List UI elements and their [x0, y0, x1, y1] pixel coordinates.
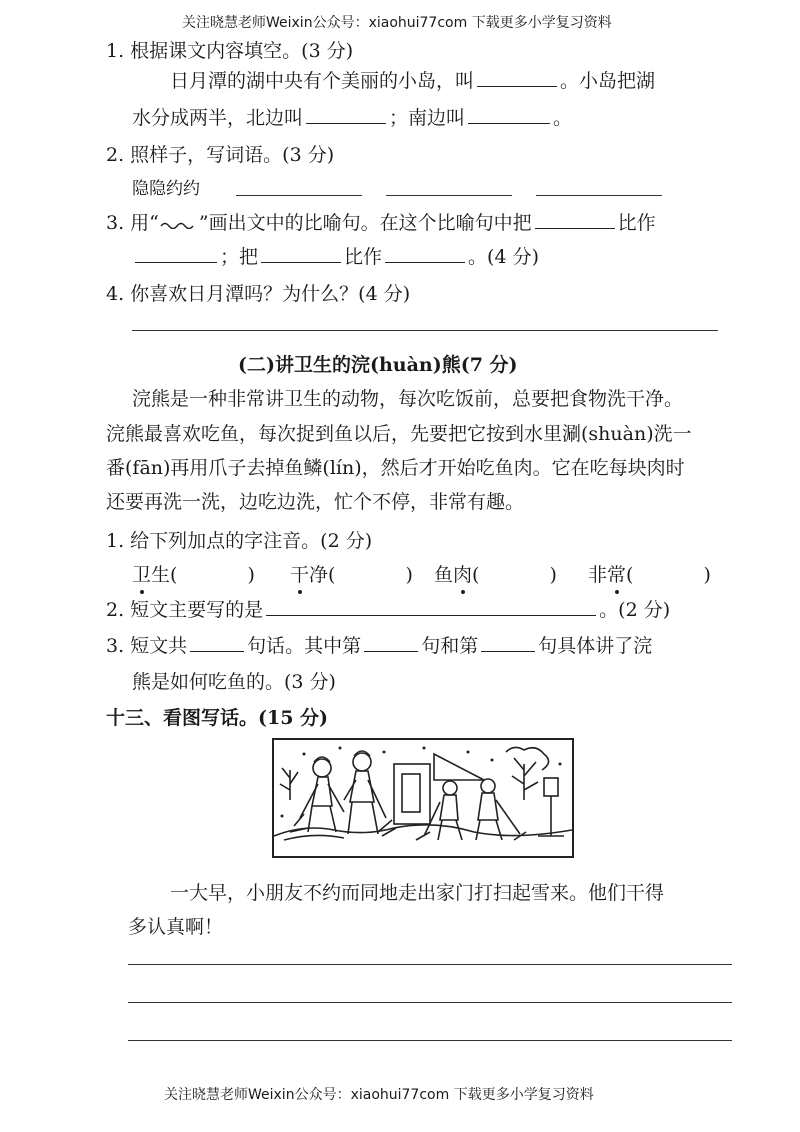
word-text: 净( — [309, 564, 336, 586]
answer-line[interactable] — [386, 195, 512, 196]
section-3-title: 十三、看图写话。(15 分) — [106, 707, 329, 729]
word-text: 生( — [151, 564, 178, 586]
answer-line[interactable] — [236, 195, 362, 196]
q3-text: 。(4 分) — [468, 246, 539, 268]
writing-line[interactable] — [128, 1002, 732, 1003]
pinyin-item — [290, 562, 413, 588]
question-4-label: 4. 你喜欢日月潭吗？为什么？(4 分) — [106, 283, 411, 305]
q3-text: ；把 — [220, 246, 259, 268]
answer-blank[interactable] — [190, 633, 244, 652]
section-2-question-2 — [106, 597, 670, 623]
header-watermark: 关注晓慧老师Weixin公众号：xiaohui77com 下载更多小学复习资料 — [182, 15, 612, 31]
passage-line: 浣熊是一种非常讲卫生的动物，每次吃饭前，总要把食物洗干净。 — [132, 388, 684, 410]
dotted-char: 干 — [290, 564, 310, 586]
q3-text: ”画出文中的比喻句。在这个比喻句中把 — [198, 212, 532, 234]
q1-text: ；南边叫 — [389, 107, 466, 129]
passage-line: 还要再洗一洗，边吃边洗，忙个不停，非常有趣。 — [106, 491, 525, 513]
question-2-example: 隐隐约约 — [132, 179, 200, 199]
answer-blank[interactable] — [481, 633, 535, 652]
answer-blank[interactable] — [535, 210, 615, 229]
q1-text: 水分成两半，北边叫 — [132, 107, 304, 129]
q3-text: 3. 短文共 — [106, 635, 188, 657]
q1-text: 。 — [553, 107, 573, 129]
question-3-line-1 — [106, 210, 656, 236]
answer-blank[interactable] — [261, 244, 341, 263]
passage-line: 浣熊最喜欢吃鱼，每次捉到鱼以后，先要把它按到水里涮(shuàn)洗一 — [106, 423, 692, 445]
section-2-title: (二)讲卫生的浣(huàn)熊(7 分) — [238, 354, 518, 376]
paren-close: ) — [703, 564, 711, 586]
wavy-underline-icon — [159, 219, 199, 229]
dotted-char: 常 — [607, 564, 627, 586]
answer-blank[interactable] — [306, 105, 386, 124]
q2-text: 。(2 分) — [599, 599, 671, 621]
word-text: 鱼 — [434, 564, 454, 586]
children-sweeping-snow-illustration — [274, 740, 572, 856]
q3-text: 句话。其中第 — [247, 635, 362, 657]
writing-prompt-line-1: 一大早，小朋友不约而同地走出家门打扫起雪来。他们干得 — [170, 882, 665, 904]
pinyin-item — [588, 562, 711, 588]
question-2-label: 2. 照样子，写词语。(3 分) — [106, 144, 335, 166]
answer-blank[interactable] — [468, 105, 550, 124]
question-3-line-2 — [132, 244, 539, 270]
section-2-question-3-line-2: 熊是如何吃鱼的。(3 分) — [132, 671, 336, 693]
q3-text: 句和第 — [421, 635, 479, 657]
writing-line[interactable] — [128, 1040, 732, 1041]
q2-text: 2. 短文主要写的是 — [106, 599, 264, 621]
pinyin-item — [132, 562, 255, 588]
q1-text: 日月潭的湖中央有个美丽的小岛，叫 — [170, 70, 475, 92]
answer-blank[interactable] — [364, 633, 418, 652]
section-2-question-1-label: 1. 给下列加点的字注音。(2 分) — [106, 530, 373, 552]
section-2-question-3-line-1 — [106, 633, 652, 659]
dotted-char: 卫 — [132, 564, 152, 586]
q1-text: 。小岛把湖 — [560, 70, 656, 92]
question-1-line-1 — [170, 68, 655, 94]
q3-text: 3. 用“ — [106, 212, 159, 234]
q3-text: 比作 — [617, 212, 656, 234]
q3-text: 句具体讲了浣 — [538, 635, 653, 657]
answer-line[interactable] — [536, 195, 662, 196]
pinyin-item — [434, 562, 557, 588]
q3-text: 比作 — [344, 246, 383, 268]
word-text: 非 — [588, 564, 608, 586]
answer-line[interactable] — [132, 330, 718, 331]
paren-close: ) — [247, 564, 255, 586]
passage-line: 番(fān)再用爪子去掉鱼鳞(lín)，然后才开始吃鱼肉。它在吃每块肉时 — [106, 457, 685, 479]
writing-line[interactable] — [128, 964, 732, 965]
dotted-char: 肉 — [453, 564, 473, 586]
snow-sweeping-picture — [272, 738, 574, 858]
word-text: ( — [472, 564, 480, 586]
question-1-line-2 — [132, 105, 572, 131]
answer-blank[interactable] — [135, 244, 217, 263]
answer-blank[interactable] — [477, 68, 557, 87]
word-text: ( — [626, 564, 634, 586]
footer-watermark: 关注晓慧老师Weixin公众号：xiaohui77com 下载更多小学复习资料 — [164, 1087, 594, 1103]
answer-blank[interactable] — [385, 244, 465, 263]
paren-close: ) — [405, 564, 413, 586]
answer-blank[interactable] — [266, 597, 596, 616]
writing-prompt-line-2: 多认真啊！ — [128, 916, 224, 938]
question-1-label: 1. 根据课文内容填空。(3 分) — [106, 40, 354, 62]
paren-close: ) — [549, 564, 557, 586]
